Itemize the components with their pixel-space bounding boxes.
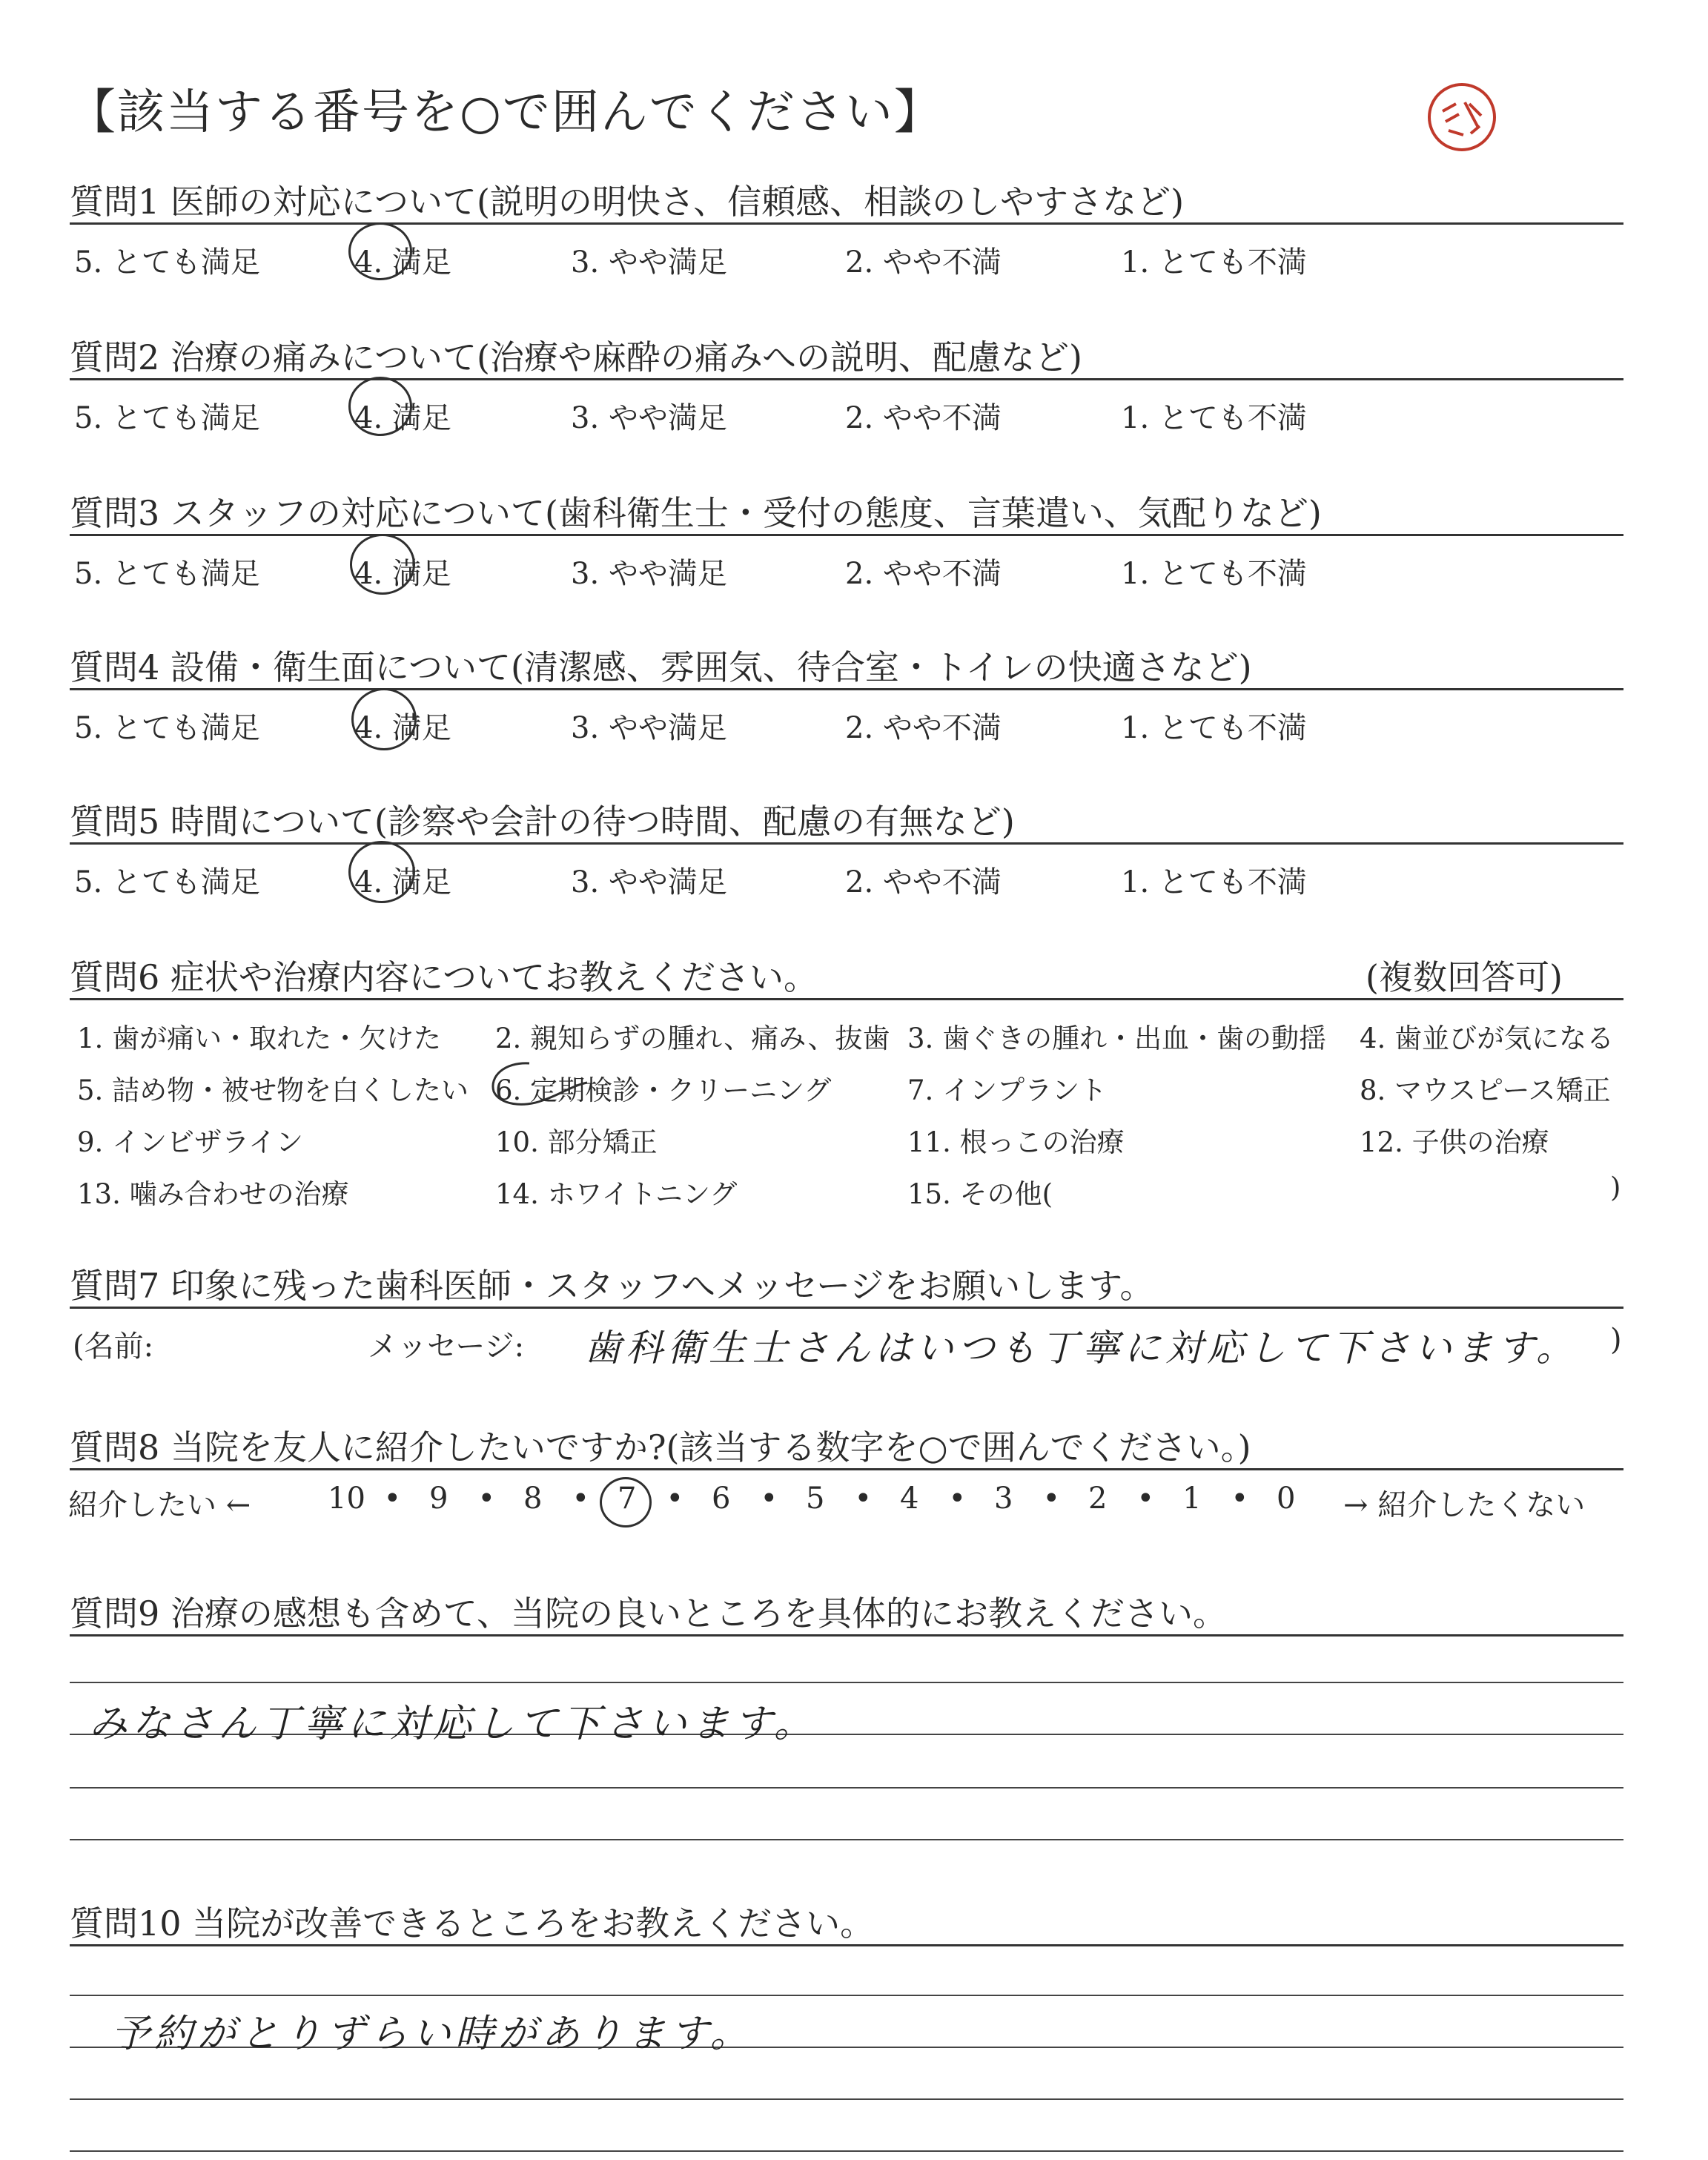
q6-option-10[interactable]: 10. 部分矯正 (495, 1126, 658, 1158)
q7-rule (70, 1307, 1623, 1309)
q1-selection-circle (348, 222, 412, 280)
q6-option-8[interactable]: 8. マウスピース矯正 (1360, 1074, 1611, 1106)
q8-number-10[interactable]: 10 (328, 1482, 365, 1516)
q2-rule (70, 378, 1623, 380)
q8-title: 質問8 当院を友人に紹介したいですか?(該当する数字を○で囲んでください。) (70, 1427, 1251, 1467)
q8-number-0[interactable]: 0 (1277, 1482, 1296, 1516)
q9-answer-line (70, 1682, 1623, 1683)
q4-option-1[interactable]: 1. とても不満 (1121, 711, 1307, 745)
q9-answer-line (70, 1787, 1623, 1789)
q8-number-1[interactable]: 1 (1182, 1482, 1202, 1516)
q8-separator-dot: • (383, 1482, 402, 1516)
q9-answer[interactable]: みなさん丁寧に対応して下さいます。 (89, 1702, 817, 1746)
q8-right-label: → 紹介したくない (1343, 1488, 1586, 1522)
q3-option-4[interactable]: 4. 満足 (354, 557, 451, 591)
q8-left-label: 紹介したい ← (68, 1488, 251, 1522)
q4-title: 質問4 設備・衛生面について(清潔感、雰囲気、待合室・トイレの快適さなど) (70, 647, 1252, 687)
q6-title: 質問6 症状や治療内容についてお教えください。 (70, 957, 818, 997)
q1-option-2[interactable]: 2. やや不満 (845, 245, 1002, 280)
q6-option-11[interactable]: 11. 根っこの治療 (907, 1126, 1125, 1158)
q6-option-12[interactable]: 12. 子供の治療 (1360, 1126, 1549, 1158)
q2-selection-circle (348, 377, 412, 436)
q8-rule (70, 1468, 1623, 1470)
q8-number-3[interactable]: 3 (994, 1482, 1013, 1516)
q8-separator-dot: • (854, 1482, 873, 1516)
q10-answer[interactable]: 予約がとりずらい時があります。 (111, 2012, 753, 2056)
q5-selection-circle (348, 841, 415, 903)
q2-option-1[interactable]: 1. とても不満 (1121, 401, 1307, 435)
q5-option-3[interactable]: 3. やや満足 (571, 865, 727, 899)
q7-name-label: (名前: (73, 1330, 154, 1364)
q3-option-2[interactable]: 2. やや不満 (845, 557, 1002, 591)
q8-separator-dot: • (1136, 1482, 1155, 1516)
q8-separator-dot: • (1042, 1482, 1061, 1516)
q8-selection-circle (600, 1477, 652, 1527)
q7-message-answer[interactable]: 歯科衛生士さんはいつも丁寧に対応して下さいます。 (584, 1327, 1578, 1370)
q4-option-5[interactable]: 5. とても満足 (74, 711, 260, 745)
q10-answer-line (70, 2150, 1623, 2152)
q1-rule (70, 222, 1623, 225)
q6-option-9[interactable]: 9. インビザライン (77, 1126, 303, 1158)
q6-option-2[interactable]: 2. 親知らずの腫れ、痛み、抜歯 (495, 1023, 890, 1054)
q1-option-3[interactable]: 3. やや満足 (571, 245, 727, 280)
q10-answer-line (70, 2098, 1623, 2100)
q3-option-1[interactable]: 1. とても不満 (1121, 557, 1307, 591)
q1-option-5[interactable]: 5. とても満足 (74, 245, 260, 280)
q6-option-14[interactable]: 14. ホワイトニング (495, 1178, 738, 1210)
q8-separator-dot: • (572, 1482, 590, 1516)
q5-title: 質問5 時間について(診察や会計の待つ時間、配慮の有無など) (70, 802, 1015, 842)
q2-option-4[interactable]: 4. 満足 (354, 401, 451, 435)
q8-number-6[interactable]: 6 (712, 1482, 731, 1516)
q8-separator-dot: • (666, 1482, 684, 1516)
q8-number-2[interactable]: 2 (1088, 1482, 1108, 1516)
q4-selection-circle (351, 688, 417, 750)
q6-option-7[interactable]: 7. インプラント (907, 1074, 1108, 1106)
q7-close-paren: ) (1610, 1323, 1622, 1357)
q6-option-4[interactable]: 4. 歯並びが気になる (1360, 1023, 1615, 1054)
q10-title: 質問10 当院が改善できるところをお教えください。 (70, 1903, 875, 1943)
q8-separator-dot: • (948, 1482, 967, 1516)
q4-option-4[interactable]: 4. 満足 (354, 711, 451, 745)
q5-option-1[interactable]: 1. とても不満 (1121, 865, 1307, 899)
q4-rule (70, 688, 1623, 690)
q2-option-5[interactable]: 5. とても満足 (74, 401, 260, 435)
page-title: 【該当する番号を○で囲んでください】 (68, 85, 943, 140)
q5-option-5[interactable]: 5. とても満足 (74, 865, 260, 899)
q8-number-5[interactable]: 5 (806, 1482, 825, 1516)
q8-number-7[interactable]: 7 (618, 1482, 637, 1516)
q6-option-1[interactable]: 1. 歯が痛い・取れた・欠けた (77, 1023, 442, 1054)
q6-option-15[interactable]: 15. その他( (907, 1178, 1053, 1210)
q3-option-5[interactable]: 5. とても満足 (74, 557, 260, 591)
q9-rule (70, 1634, 1623, 1636)
q3-rule (70, 534, 1623, 536)
seal-stamp-icon (1426, 82, 1497, 153)
q3-selection-circle (350, 534, 415, 595)
q3-option-3[interactable]: 3. やや満足 (571, 557, 727, 591)
q6-option-6[interactable]: 6. 定期検診・クリーニング (495, 1074, 832, 1106)
q4-option-2[interactable]: 2. やや不満 (845, 711, 1002, 745)
q8-separator-dot: • (1231, 1482, 1249, 1516)
q6-note: (複数回答可) (1366, 957, 1563, 997)
q9-answer-line (70, 1839, 1623, 1840)
q2-option-3[interactable]: 3. やや満足 (571, 401, 727, 435)
q10-answer-line (70, 1995, 1623, 1996)
q6-other-close-paren: ) (1610, 1172, 1621, 1203)
q6-option-5[interactable]: 5. 詰め物・被せ物を白くしたい (77, 1074, 469, 1106)
q2-title: 質問2 治療の痛みについて(治療や麻酔の痛みへの説明、配慮など) (70, 337, 1082, 377)
q4-option-3[interactable]: 3. やや満足 (571, 711, 727, 745)
q5-option-2[interactable]: 2. やや不満 (845, 865, 1002, 899)
q8-separator-dot: • (477, 1482, 496, 1516)
q7-title: 質問7 印象に残った歯科医師・スタッフへメッセージをお願いします。 (70, 1266, 1154, 1306)
q6-selection-mark (483, 1060, 595, 1112)
q9-title: 質問9 治療の感想も含めて、当院の良いところを具体的にお教えください。 (70, 1593, 1227, 1634)
q2-option-2[interactable]: 2. やや不満 (845, 401, 1002, 435)
q6-rule (70, 998, 1623, 1000)
q6-option-3[interactable]: 3. 歯ぐきの腫れ・出血・歯の動揺 (907, 1023, 1327, 1054)
q8-number-4[interactable]: 4 (900, 1482, 919, 1516)
q1-option-4[interactable]: 4. 満足 (354, 245, 451, 280)
q1-title: 質問1 医師の対応について(説明の明快さ、信頼感、相談のしやすさなど) (70, 182, 1185, 222)
q3-title: 質問3 スタッフの対応について(歯科衛生士・受付の態度、言葉遣い、気配りなど) (70, 493, 1322, 533)
q6-option-13[interactable]: 13. 噛み合わせの治療 (77, 1178, 349, 1210)
q8-number-8[interactable]: 8 (523, 1482, 543, 1516)
q7-message-label: メッセージ: (368, 1330, 525, 1364)
q5-rule (70, 842, 1623, 845)
q8-number-9[interactable]: 9 (429, 1482, 448, 1516)
q1-option-1[interactable]: 1. とても不満 (1121, 245, 1307, 280)
q5-option-4[interactable]: 4. 満足 (354, 865, 451, 899)
q8-separator-dot: • (760, 1482, 778, 1516)
q10-rule (70, 1944, 1623, 1946)
